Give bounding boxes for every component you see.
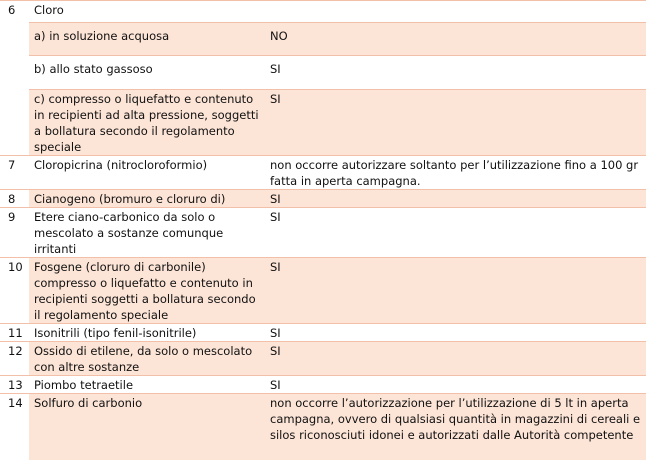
row-number: 8: [0, 190, 29, 208]
authorization-value: SI: [265, 342, 646, 376]
authorization-value: [265, 1, 646, 23]
table-row: [0, 342, 646, 376]
substance-name: b) allo stato gassoso: [29, 56, 265, 90]
authorization-value: non occorre autorizzare soltanto per l’utilizzazione fino a 100 gr fatta in aperta campagna.: [265, 156, 646, 190]
authorization-value: SI: [265, 258, 646, 324]
substance-name: Isonitrili (tipo fenil-isonitrile): [29, 324, 265, 342]
row-number: [0, 56, 29, 90]
substance-name: Fosgene (cloruro di carbonile) compresso o liquefatto e contenuto in recipienti soggetti a bollatura secondo il regolamento speciale: [29, 258, 265, 324]
authorization-value: SI: [265, 208, 646, 258]
row-number: 14: [0, 394, 29, 460]
row-number: 6: [0, 1, 29, 23]
substance-name: Cloropicrina (nitrocloroformio): [29, 156, 265, 190]
table-row: [0, 156, 646, 190]
authorization-value: SI: [265, 90, 646, 156]
substance-name: Solfuro di carbonio: [29, 394, 265, 460]
substance-name: c) compresso o liquefatto e contenuto in recipienti ad alta pressione, soggetti a bollatura secondo il regolamento speciale: [29, 90, 265, 156]
table-row: [0, 258, 646, 324]
substance-name: Piombo tetraetile: [29, 376, 265, 394]
row-number: [0, 90, 29, 156]
table-row: [0, 324, 646, 342]
row-number: 9: [0, 208, 29, 258]
row-number: 10: [0, 258, 29, 324]
row-number: 11: [0, 324, 29, 342]
authorization-value: NO: [265, 23, 646, 56]
authorization-value: SI: [265, 56, 646, 90]
substance-name: Etere ciano-carbonico da solo o mescolato a sostanze comunque irritanti: [29, 208, 265, 258]
table-row: [0, 23, 646, 56]
row-number: [0, 23, 29, 56]
substance-name: Ossido di etilene, da solo o mescolato con altre sostanze: [29, 342, 265, 376]
authorization-value: SI: [265, 324, 646, 342]
authorization-value: non occorre l’autorizzazione per l’utilizzazione di 5 lt in aperta campagna, ovvero di qualsiasi quantità in magazzini di cereali e silos riconosciuti idonei e autorizzati dalle Autorità competente: [265, 394, 646, 460]
row-number: 13: [0, 376, 29, 394]
substance-name: Cianogeno (bromuro e cloruro di): [29, 190, 265, 208]
table-row: [0, 190, 646, 208]
substance-name: a) in soluzione acquosa: [29, 23, 265, 56]
substance-name: Cloro: [29, 1, 265, 23]
table-row: [0, 1, 646, 23]
table-row: [0, 394, 646, 460]
row-number: 12: [0, 342, 29, 376]
table-row: [0, 56, 646, 90]
table-row: [0, 208, 646, 258]
table-row: [0, 90, 646, 156]
authorization-value: SI: [265, 376, 646, 394]
authorization-value: SI: [265, 190, 646, 208]
row-number: 7: [0, 156, 29, 190]
table-row: [0, 376, 646, 394]
